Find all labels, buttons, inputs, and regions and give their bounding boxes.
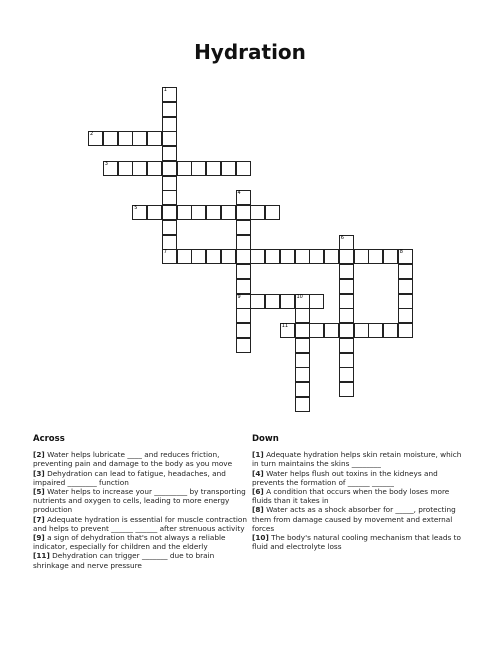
- grid-cell[interactable]: [339, 338, 354, 353]
- cell-number: 9: [237, 293, 241, 300]
- grid-cell[interactable]: [309, 294, 324, 309]
- grid-cell[interactable]: [103, 161, 118, 176]
- grid-cell[interactable]: [339, 249, 354, 264]
- down-heading: Down: [252, 434, 279, 444]
- clue-number: [3]: [33, 468, 45, 478]
- clue-number: [11]: [33, 551, 50, 561]
- clue-text: Adequate hydration is essential for muscle contraction and helps to prevent ______ ______ after strenuous activity: [33, 514, 248, 533]
- grid-cell[interactable]: [147, 131, 162, 146]
- clue-number: [9]: [33, 533, 45, 543]
- clue-text: The body's natural cooling mechanism that leads to fluid and electrolyte loss: [252, 533, 461, 552]
- clue-number: [10]: [252, 533, 269, 543]
- clue-text: Water helps lubricate ____ and reduces friction, preventing pain and damage to the body as you move: [33, 450, 233, 469]
- grid-cell[interactable]: [354, 249, 369, 264]
- grid-cell[interactable]: [162, 87, 177, 102]
- grid-cell[interactable]: [177, 161, 192, 176]
- grid-cell[interactable]: [295, 353, 310, 368]
- clue-text: a sign of dehydration that's not always a reliable indicator, especially for children and the elderly: [33, 533, 226, 552]
- grid-cell[interactable]: [236, 308, 251, 323]
- clue-text: Water acts as a shock absorber for _____, protecting them from damage caused by movement and external forces: [252, 505, 456, 533]
- grid-cell[interactable]: [162, 161, 177, 176]
- puzzle-title: Hydration: [194, 40, 306, 64]
- grid-cell[interactable]: [236, 161, 251, 176]
- across-clue: [33, 450, 248, 468]
- grid-cell[interactable]: [398, 264, 413, 279]
- grid-cell[interactable]: [354, 323, 369, 338]
- grid-cell[interactable]: [103, 131, 118, 146]
- cell-number: 1: [163, 87, 167, 93]
- grid-cell[interactable]: [398, 249, 413, 264]
- cell-number: 6: [340, 234, 344, 241]
- grid-cell[interactable]: [162, 205, 177, 220]
- grid-cell[interactable]: [265, 205, 280, 220]
- cell-number: 11: [281, 323, 289, 329]
- grid-cell[interactable]: [383, 249, 398, 264]
- grid-cell[interactable]: [368, 323, 383, 338]
- grid-cell[interactable]: [250, 249, 265, 264]
- cell-number: 10: [296, 293, 303, 300]
- grid-cell[interactable]: [295, 397, 310, 412]
- grid-cell[interactable]: [295, 338, 310, 353]
- grid-cell[interactable]: [162, 102, 177, 117]
- grid-cell[interactable]: [295, 382, 310, 397]
- grid-cell[interactable]: [162, 220, 177, 235]
- grid-cell[interactable]: [250, 205, 265, 220]
- cell-number: 7: [163, 249, 167, 256]
- grid-cell[interactable]: [162, 249, 177, 264]
- grid-cell[interactable]: [339, 367, 354, 382]
- grid-cell[interactable]: [280, 294, 295, 309]
- clue-number: [4]: [252, 468, 264, 478]
- grid-cell[interactable]: [118, 161, 133, 176]
- grid-cell[interactable]: [206, 249, 221, 264]
- cell-number: 5: [134, 205, 138, 211]
- across-clue: [33, 533, 248, 551]
- across-clue: [33, 487, 248, 515]
- grid-cell[interactable]: [236, 249, 251, 264]
- grid-cell[interactable]: [368, 249, 383, 264]
- grid-cell[interactable]: [339, 279, 354, 294]
- grid-cell[interactable]: [221, 249, 236, 264]
- grid-cell[interactable]: [295, 294, 310, 309]
- clue-text: Dehydration can trigger _______ due to brain shrinkage and nerve pressure: [33, 551, 215, 570]
- clue-number: [5]: [33, 487, 45, 497]
- grid-cell[interactable]: [162, 190, 177, 205]
- across-clue: [33, 469, 248, 487]
- grid-cell[interactable]: [177, 249, 192, 264]
- grid-cell[interactable]: [398, 308, 413, 323]
- grid-cell[interactable]: [221, 161, 236, 176]
- grid-cell[interactable]: [206, 205, 221, 220]
- grid-cell[interactable]: [295, 308, 310, 323]
- grid-cell[interactable]: [339, 353, 354, 368]
- grid-cell[interactable]: [162, 176, 177, 191]
- grid-cell[interactable]: [162, 235, 177, 250]
- grid-cell[interactable]: [118, 131, 133, 146]
- grid-cell[interactable]: [236, 205, 251, 220]
- grid-cell[interactable]: [236, 220, 251, 235]
- grid-cell[interactable]: [206, 161, 221, 176]
- grid-cell[interactable]: [221, 205, 236, 220]
- grid-cell[interactable]: [236, 235, 251, 250]
- grid-cell[interactable]: [132, 131, 147, 146]
- grid-cell[interactable]: [339, 235, 354, 250]
- grid-cell[interactable]: [398, 279, 413, 294]
- grid-cell[interactable]: [177, 205, 192, 220]
- grid-cell[interactable]: [147, 205, 162, 220]
- cell-number: 4: [237, 190, 241, 197]
- down-clue: [252, 450, 467, 468]
- grid-cell[interactable]: [191, 205, 206, 220]
- clue-number: [8]: [252, 505, 264, 515]
- clue-text: Dehydration can lead to fatigue, headaches, and impaired ________ function: [33, 468, 226, 487]
- grid-cell[interactable]: [309, 249, 324, 264]
- grid-cell[interactable]: [88, 131, 103, 146]
- grid-cell[interactable]: [383, 323, 398, 338]
- down-clue: [252, 505, 467, 533]
- clue-number: [6]: [252, 487, 264, 497]
- clue-text: A condition that occurs when the body loses more fluids than it takes in: [252, 487, 450, 506]
- clue-text: Adequate hydration helps skin retain moisture, which in turn maintains the skins ________: [252, 450, 462, 469]
- grid-cell[interactable]: [339, 264, 354, 279]
- cell-number: 3: [104, 160, 108, 167]
- grid-cell[interactable]: [250, 294, 265, 309]
- grid-cell[interactable]: [147, 161, 162, 176]
- grid-cell[interactable]: [324, 323, 339, 338]
- down-clue: [252, 533, 467, 551]
- grid-cell[interactable]: [236, 279, 251, 294]
- grid-cell[interactable]: [339, 323, 354, 338]
- grid-cell[interactable]: [162, 146, 177, 161]
- grid-cell[interactable]: [191, 161, 206, 176]
- grid-cell[interactable]: [236, 264, 251, 279]
- grid-cell[interactable]: [236, 323, 251, 338]
- grid-cell[interactable]: [265, 294, 280, 309]
- across-clue: [33, 515, 248, 533]
- down-clues: [252, 435, 467, 551]
- down-clue: [252, 487, 467, 505]
- across-heading: Across: [33, 434, 65, 444]
- clue-number: [1]: [252, 450, 264, 460]
- grid-cell[interactable]: [236, 190, 251, 205]
- grid-cell[interactable]: [236, 338, 251, 353]
- down-clue: [252, 469, 467, 487]
- grid-cell[interactable]: [280, 249, 295, 264]
- across-clue: [33, 551, 248, 569]
- grid-cell[interactable]: [162, 131, 177, 146]
- cell-number: 8: [399, 249, 403, 256]
- grid-cell[interactable]: [324, 249, 339, 264]
- grid-cell[interactable]: [191, 249, 206, 264]
- clue-number: [7]: [33, 514, 45, 524]
- grid-cell[interactable]: [339, 308, 354, 323]
- clue-text: Water helps flush out toxins in the kidneys and prevents the formation of ______ ______: [252, 468, 438, 487]
- grid-cell[interactable]: [398, 294, 413, 309]
- grid-cell[interactable]: [236, 294, 251, 309]
- grid-cell[interactable]: [295, 249, 310, 264]
- grid-cell[interactable]: [339, 382, 354, 397]
- grid-cell[interactable]: [280, 323, 295, 338]
- grid-cell[interactable]: [265, 249, 280, 264]
- grid-cell[interactable]: [339, 294, 354, 309]
- grid-cell[interactable]: [295, 367, 310, 382]
- clue-number: [2]: [33, 450, 45, 460]
- grid-cell[interactable]: [132, 205, 147, 220]
- grid-cell[interactable]: [295, 323, 310, 338]
- across-clues: [33, 435, 248, 570]
- cell-number: 2: [90, 131, 94, 138]
- grid-cell[interactable]: [309, 323, 324, 338]
- grid-cell[interactable]: [132, 161, 147, 176]
- clue-text: Water helps to increase your _________ by transporting nutrients and oxygen to cells, leading to more energy production: [33, 487, 246, 515]
- grid-cell[interactable]: [398, 323, 413, 338]
- grid-cell[interactable]: [162, 117, 177, 132]
